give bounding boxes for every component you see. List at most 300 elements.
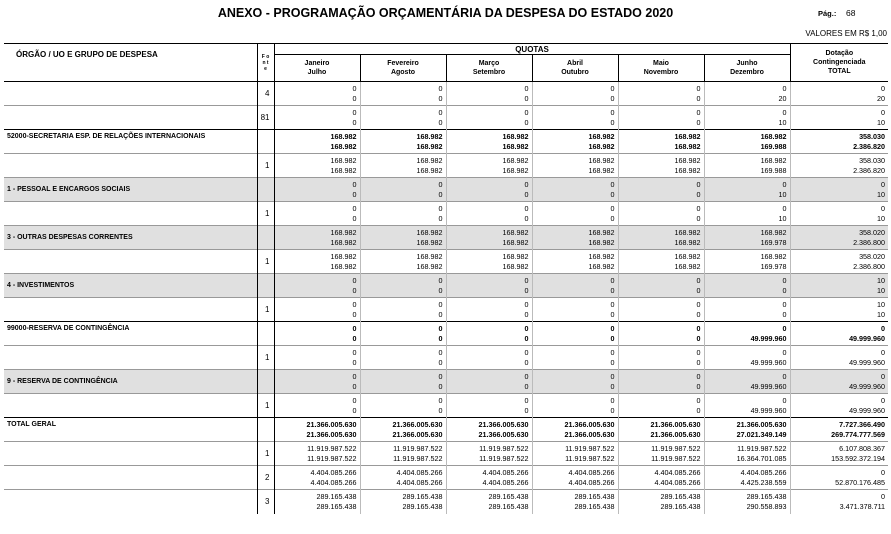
value-first-half: 0	[524, 323, 529, 333]
value-second-half: 0	[524, 333, 529, 343]
value-second-half: 0	[524, 357, 529, 367]
value-first-half: 0	[610, 107, 615, 117]
value-first-half: 168.982	[760, 227, 787, 237]
value-second-half: 289.165.438	[488, 501, 529, 511]
value-first-half: 168.982	[416, 155, 443, 165]
dotacao-cell	[790, 466, 888, 490]
value-first-half: 168.982	[416, 251, 443, 261]
quota-cell	[446, 466, 532, 490]
quota-cell	[532, 226, 618, 250]
quota-cell	[274, 442, 360, 466]
value-second-half: 0	[524, 117, 529, 127]
quota-cell	[360, 250, 446, 274]
value-first-half: 0	[782, 179, 787, 189]
value-second-half: 0	[438, 405, 443, 415]
value-first-half: 0	[881, 107, 886, 117]
dotacao-cell	[790, 202, 888, 226]
value-second-half: 289.165.438	[660, 501, 701, 511]
quota-cell	[532, 394, 618, 418]
value-first-half: 4.404.085.266	[568, 467, 615, 477]
dotacao-cell	[790, 82, 888, 106]
quota-cell	[446, 82, 532, 106]
value-second-half: 11.919.987.522	[565, 453, 615, 463]
value-first-half: 0	[524, 83, 529, 93]
quota-cell	[704, 442, 790, 466]
value-second-half: 168.982	[416, 237, 443, 247]
dotacao-cell	[790, 130, 888, 154]
value-first-half: 10	[877, 299, 886, 309]
value-second-half: 10	[778, 189, 787, 199]
value-first-half: 0	[352, 275, 357, 285]
value-first-half: 0	[696, 371, 701, 381]
value-first-half: 289.165.438	[402, 491, 443, 501]
value-first-half: 21.366.005.630	[392, 419, 443, 429]
row-label: TOTAL GERAL	[4, 418, 257, 442]
value-first-half: 0	[696, 203, 701, 213]
value-second-half: 0	[524, 381, 529, 391]
value-first-half: 0	[610, 371, 615, 381]
row-label	[4, 298, 257, 322]
quota-cell	[360, 106, 446, 130]
value-second-half: 0	[438, 189, 443, 199]
value-first-half: 0	[438, 347, 443, 357]
quota-cell	[704, 298, 790, 322]
quota-cell	[446, 394, 532, 418]
dotacao-cell	[790, 370, 888, 394]
quota-cell	[360, 322, 446, 346]
value-first-half: 4.404.085.266	[740, 467, 787, 477]
value-second-half: 10	[778, 213, 787, 223]
quota-cell	[360, 298, 446, 322]
row-label: 1 - PESSOAL E ENCARGOS SOCIAIS	[4, 178, 257, 202]
value-second-half: 21.366.005.630	[392, 429, 443, 439]
fonte-header: F o n t e	[257, 44, 274, 82]
quota-cell	[274, 346, 360, 370]
value-first-half: 358.020	[859, 227, 886, 237]
value-second-half: 0	[610, 93, 615, 103]
value-second-half: 49.999.960	[750, 381, 787, 391]
value-first-half: 6.107.808.367	[839, 443, 886, 453]
report-title: ANEXO - PROGRAMAÇÃO ORÇAMENTÁRIA DA DESPESA DO ESTADO 2020	[217, 6, 674, 20]
value-first-half: 0	[610, 203, 615, 213]
row-label	[4, 346, 257, 370]
quota-cell	[274, 490, 360, 514]
value-first-half: 7.727.366.490	[839, 419, 886, 429]
row-label	[4, 466, 257, 490]
value-second-half: 21.366.005.630	[478, 429, 529, 439]
value-second-half: 168.982	[502, 261, 529, 271]
quota-cell	[446, 490, 532, 514]
value-first-half: 289.165.438	[746, 491, 787, 501]
value-first-half: 0	[438, 275, 443, 285]
table-row	[4, 82, 888, 106]
value-first-half: 0	[782, 299, 787, 309]
value-second-half: 0	[524, 405, 529, 415]
value-second-half: 0	[438, 357, 443, 367]
value-first-half: 11.919.987.522	[565, 443, 615, 453]
quota-cell	[618, 202, 704, 226]
quota-cell	[532, 346, 618, 370]
value-first-half: 0	[881, 467, 886, 477]
value-first-half: 0	[881, 83, 886, 93]
dotacao-header: Dotação Contingenciada TOTAL	[790, 44, 888, 82]
value-second-half: 169.978	[760, 237, 787, 247]
dotacao-cell	[790, 442, 888, 466]
row-label	[4, 490, 257, 514]
table-row	[4, 322, 888, 346]
quota-cell	[360, 178, 446, 202]
value-second-half: 21.366.005.630	[650, 429, 701, 439]
quota-cell	[532, 370, 618, 394]
value-second-half: 3.471.378.711	[839, 501, 886, 511]
value-first-half: 0	[610, 83, 615, 93]
value-second-half: 169.978	[760, 261, 787, 271]
value-second-half: 0	[438, 309, 443, 319]
value-first-half: 0	[352, 107, 357, 117]
dotacao-cell	[790, 178, 888, 202]
value-second-half: 10	[877, 117, 886, 127]
value-first-half: 168.982	[588, 227, 615, 237]
table-row	[4, 370, 888, 394]
quota-cell	[360, 226, 446, 250]
quota-cell	[274, 154, 360, 178]
fonte-cell	[257, 274, 274, 298]
value-first-half: 0	[352, 371, 357, 381]
table-row	[4, 442, 888, 466]
quota-cell	[532, 178, 618, 202]
quota-cell	[618, 106, 704, 130]
value-first-half: 168.982	[416, 131, 443, 141]
table-row	[4, 250, 888, 274]
row-label	[4, 394, 257, 418]
value-second-half: 0	[352, 189, 357, 199]
value-first-half: 4.404.085.266	[396, 467, 443, 477]
value-first-half: 0	[438, 299, 443, 309]
budget-table	[4, 43, 888, 514]
quota-cell	[274, 250, 360, 274]
value-first-half: 0	[610, 395, 615, 405]
value-second-half: 168.982	[502, 237, 529, 247]
value-second-half: 168.982	[330, 141, 357, 151]
value-first-half: 0	[782, 395, 787, 405]
quota-cell	[618, 394, 704, 418]
quota-cell	[532, 250, 618, 274]
value-first-half: 21.366.005.630	[306, 419, 357, 429]
table-row	[4, 466, 888, 490]
value-first-half: 0	[782, 107, 787, 117]
quota-cell	[446, 250, 532, 274]
quota-cell	[446, 154, 532, 178]
fonte-cell	[257, 418, 274, 442]
value-second-half: 153.592.372.194	[831, 453, 886, 463]
value-second-half: 168.982	[588, 261, 615, 271]
value-second-half: 0	[696, 405, 701, 415]
value-second-half: 52.870.176.485	[835, 477, 886, 487]
fonte-cell: 1	[257, 346, 274, 370]
value-first-half: 0	[524, 107, 529, 117]
quota-cell	[618, 154, 704, 178]
value-first-half: 168.982	[330, 131, 357, 141]
value-second-half: 0	[352, 117, 357, 127]
value-first-half: 168.982	[330, 227, 357, 237]
value-first-half: 168.982	[416, 227, 443, 237]
table-row	[4, 418, 888, 442]
quota-cell	[704, 106, 790, 130]
value-second-half: 10	[778, 117, 787, 127]
value-second-half: 0	[524, 285, 529, 295]
quota-cell	[704, 250, 790, 274]
value-second-half: 0	[438, 213, 443, 223]
value-first-half: 0	[610, 323, 615, 333]
value-second-half: 0	[524, 93, 529, 103]
value-first-half: 168.982	[674, 131, 701, 141]
value-second-half: 20	[778, 93, 787, 103]
dotacao-cell	[790, 250, 888, 274]
value-first-half: 0	[696, 179, 701, 189]
value-second-half: 169.988	[760, 141, 787, 151]
row-label	[4, 442, 257, 466]
value-first-half: 0	[438, 203, 443, 213]
value-second-half: 20	[877, 93, 886, 103]
value-second-half: 0	[696, 93, 701, 103]
value-second-half: 168.982	[588, 141, 615, 151]
value-second-half: 10	[877, 285, 886, 295]
value-second-half: 168.982	[674, 237, 701, 247]
value-first-half: 0	[438, 323, 443, 333]
value-second-half: 168.982	[416, 165, 443, 175]
value-first-half: 11.919.987.522	[393, 443, 443, 453]
quota-cell	[446, 178, 532, 202]
quota-cell	[274, 82, 360, 106]
value-second-half: 4.404.085.266	[654, 477, 701, 487]
value-second-half: 168.982	[674, 141, 701, 151]
value-second-half: 0	[438, 93, 443, 103]
value-first-half: 168.982	[330, 155, 357, 165]
dotacao-cell	[790, 322, 888, 346]
value-second-half: 0	[352, 93, 357, 103]
fonte-cell: 2	[257, 466, 274, 490]
value-first-half: 0	[782, 323, 787, 333]
row-label	[4, 82, 257, 106]
value-second-half: 11.919.987.522	[479, 453, 529, 463]
month-header: Fevereiro Agosto	[360, 55, 446, 82]
quota-cell	[360, 442, 446, 466]
value-first-half: 168.982	[588, 155, 615, 165]
value-second-half: 2.386.820	[853, 165, 886, 175]
value-second-half: 49.999.960	[849, 381, 886, 391]
value-first-half: 168.982	[588, 251, 615, 261]
value-first-half: 11.919.987.522	[479, 443, 529, 453]
value-second-half: 0	[352, 309, 357, 319]
value-second-half: 168.982	[330, 165, 357, 175]
orgao-header: ÓRGÃO / UO E GRUPO DE DESPESA	[4, 44, 257, 82]
value-first-half: 358.030	[859, 131, 886, 141]
quota-cell	[274, 418, 360, 442]
value-second-half: 0	[696, 189, 701, 199]
value-first-half: 0	[438, 83, 443, 93]
row-label	[4, 202, 257, 226]
value-first-half: 0	[352, 323, 357, 333]
value-second-half: 0	[524, 213, 529, 223]
value-first-half: 168.982	[674, 227, 701, 237]
quota-cell	[704, 202, 790, 226]
quota-cell	[532, 466, 618, 490]
value-first-half: 0	[881, 395, 886, 405]
month-header: Abril Outubro	[532, 55, 618, 82]
value-second-half: 168.982	[330, 237, 357, 247]
quota-cell	[532, 202, 618, 226]
value-first-half: 289.165.438	[574, 491, 615, 501]
dotacao-cell	[790, 418, 888, 442]
quota-cell	[704, 178, 790, 202]
fonte-cell	[257, 226, 274, 250]
value-second-half: 0	[438, 381, 443, 391]
value-first-half: 11.919.987.522	[737, 443, 787, 453]
quota-cell	[446, 370, 532, 394]
dotacao-cell	[790, 394, 888, 418]
value-first-half: 168.982	[760, 155, 787, 165]
quota-cell	[274, 322, 360, 346]
value-second-half: 10	[877, 213, 886, 223]
value-first-half: 4.404.085.266	[310, 467, 357, 477]
value-first-half: 0	[352, 203, 357, 213]
value-second-half: 0	[610, 309, 615, 319]
table-row	[4, 178, 888, 202]
value-second-half: 27.021.349.149	[736, 429, 787, 439]
quota-cell	[532, 490, 618, 514]
value-first-half: 289.165.438	[660, 491, 701, 501]
value-second-half: 0	[610, 381, 615, 391]
value-second-half: 49.999.960	[849, 333, 886, 343]
row-label	[4, 106, 257, 130]
value-second-half: 168.982	[416, 261, 443, 271]
quota-cell	[618, 82, 704, 106]
quota-cell	[618, 226, 704, 250]
row-label: 99000-RESERVA DE CONTINGÊNCIA	[4, 322, 257, 346]
quota-cell	[274, 106, 360, 130]
quota-cell	[704, 418, 790, 442]
value-first-half: 289.165.438	[488, 491, 529, 501]
row-label: 4 - INVESTIMENTOS	[4, 274, 257, 298]
fonte-cell	[257, 130, 274, 154]
quota-cell	[446, 418, 532, 442]
dotacao-cell	[790, 154, 888, 178]
value-second-half: 0	[352, 405, 357, 415]
quota-cell	[360, 418, 446, 442]
units-note: VALORES EM R$ 1,00	[805, 29, 887, 38]
page-label: Pág.:	[818, 9, 837, 18]
quota-cell	[532, 418, 618, 442]
fonte-cell	[257, 322, 274, 346]
fonte-cell: 4	[257, 82, 274, 106]
value-first-half: 0	[881, 203, 886, 213]
value-first-half: 0	[881, 371, 886, 381]
value-second-half: 0	[610, 357, 615, 367]
quota-cell	[704, 346, 790, 370]
value-first-half: 0	[782, 275, 787, 285]
value-first-half: 21.366.005.630	[736, 419, 787, 429]
value-first-half: 11.919.987.522	[651, 443, 701, 453]
dotacao-cell	[790, 346, 888, 370]
quota-cell	[360, 370, 446, 394]
quota-cell	[704, 370, 790, 394]
value-second-half: 289.165.438	[316, 501, 357, 511]
quota-cell	[360, 490, 446, 514]
quota-cell	[360, 466, 446, 490]
quota-cell	[274, 370, 360, 394]
value-second-half: 11.919.987.522	[307, 453, 357, 463]
value-first-half: 0	[782, 83, 787, 93]
value-second-half: 0	[438, 117, 443, 127]
value-first-half: 4.404.085.266	[482, 467, 529, 477]
value-second-half: 0	[352, 357, 357, 367]
dotacao-cell	[790, 490, 888, 514]
value-second-half: 0	[524, 189, 529, 199]
quota-cell	[618, 178, 704, 202]
fonte-cell: 1	[257, 250, 274, 274]
quota-cell	[274, 178, 360, 202]
value-second-half: 0	[696, 213, 701, 223]
value-first-half: 0	[782, 203, 787, 213]
quota-cell	[360, 274, 446, 298]
value-second-half: 4.404.085.266	[482, 477, 529, 487]
quota-cell	[446, 226, 532, 250]
value-first-half: 0	[881, 347, 886, 357]
quota-cell	[360, 154, 446, 178]
table-body	[4, 82, 888, 514]
fonte-cell	[257, 370, 274, 394]
value-second-half: 49.999.960	[849, 405, 886, 415]
value-second-half: 0	[438, 285, 443, 295]
value-first-half: 10	[877, 275, 886, 285]
value-second-half: 49.999.960	[750, 357, 787, 367]
quota-cell	[532, 82, 618, 106]
value-first-half: 4.404.085.266	[654, 467, 701, 477]
value-second-half: 168.982	[330, 261, 357, 271]
quota-cell	[274, 130, 360, 154]
value-second-half: 289.165.438	[402, 501, 443, 511]
quota-cell	[360, 394, 446, 418]
quota-cell	[446, 202, 532, 226]
table-header	[4, 44, 888, 82]
quota-cell	[446, 130, 532, 154]
value-second-half: 168.982	[502, 165, 529, 175]
value-first-half: 0	[352, 179, 357, 189]
value-second-half: 168.982	[588, 165, 615, 175]
fonte-cell: 3	[257, 490, 274, 514]
quota-cell	[532, 154, 618, 178]
quota-cell	[618, 466, 704, 490]
value-second-half: 0	[610, 213, 615, 223]
table-row	[4, 130, 888, 154]
value-second-half: 21.366.005.630	[306, 429, 357, 439]
table-row	[4, 394, 888, 418]
dotacao-cell	[790, 106, 888, 130]
value-second-half: 2.386.820	[853, 141, 886, 151]
quota-cell	[274, 466, 360, 490]
value-first-half: 0	[524, 347, 529, 357]
value-second-half: 168.982	[674, 261, 701, 271]
quota-cell	[446, 298, 532, 322]
row-label: 52000-SECRETARIA ESP. DE RELAÇÕES INTERNACIONAIS	[4, 130, 257, 154]
value-second-half: 49.999.960	[849, 357, 886, 367]
value-first-half: 11.919.987.522	[307, 443, 357, 453]
row-label: 9 - RESERVA DE CONTINGÊNCIA	[4, 370, 257, 394]
value-second-half: 0	[524, 309, 529, 319]
value-second-half: 168.982	[502, 141, 529, 151]
value-second-half: 0	[610, 117, 615, 127]
value-second-half: 10	[877, 189, 886, 199]
